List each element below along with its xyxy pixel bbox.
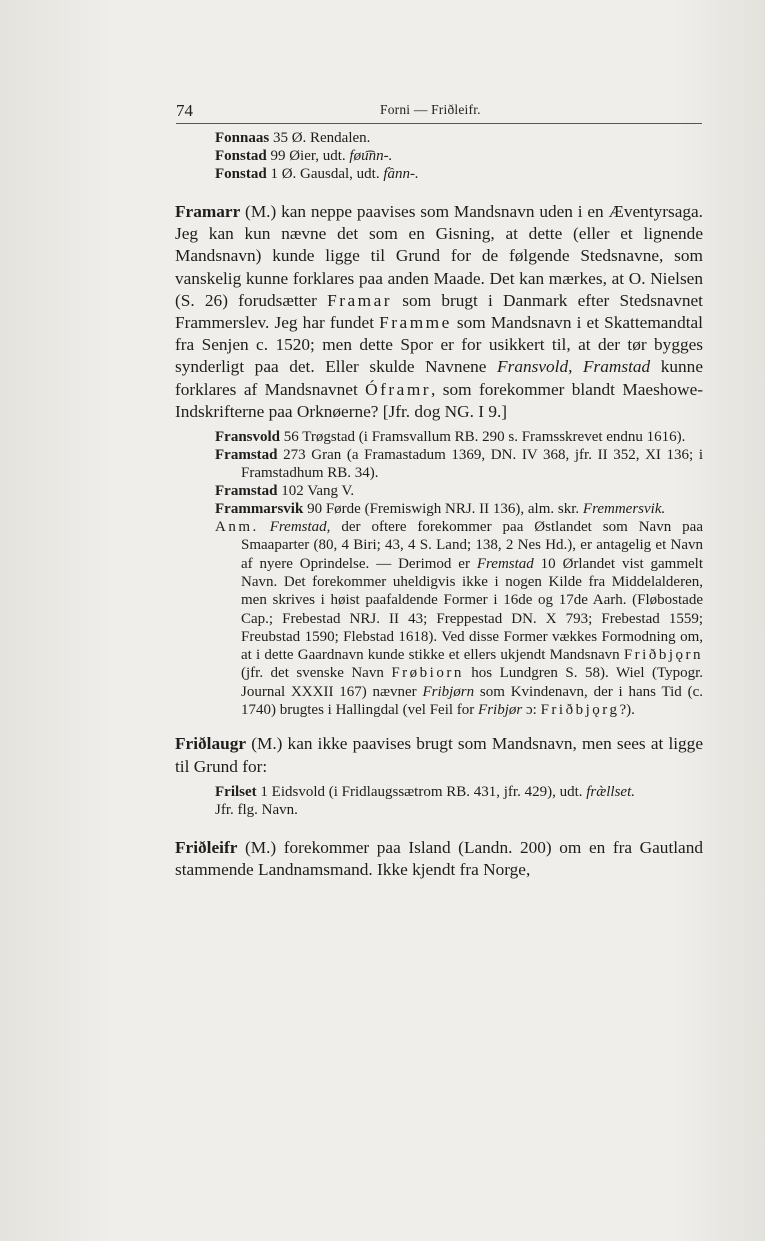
- italic-name: Fribjør: [478, 702, 523, 718]
- annotation-text: ?).: [619, 702, 635, 718]
- entry-text: 1 Ø. Gausdal, udt.: [266, 166, 384, 182]
- entry-head: Fonstad: [215, 166, 267, 182]
- entry-framstad-2: [215, 482, 703, 500]
- entry-text: 35 Ø. Rendalen.: [269, 130, 371, 146]
- entry-head: Fonstad: [215, 148, 267, 164]
- entry-text: 56 Trøgstad (i Framsvallum RB. 290 s. Framsskrevet endnu 1616).: [280, 429, 686, 446]
- italic-name: Fribjørn: [422, 683, 475, 700]
- annotation-label: Anm.: [215, 519, 259, 536]
- entry-framstad-1: [215, 446, 703, 482]
- entry-fonnaas: [215, 129, 703, 147]
- annotation: [215, 518, 703, 719]
- running-title: Forni — Friðleifr.: [380, 102, 481, 117]
- italic-name: Fremstad: [476, 555, 534, 572]
- spaced-name: Óframr: [365, 379, 432, 399]
- entry-head: Framstad: [215, 447, 278, 464]
- annotation-text: hos Lundgren S. 58). Wiel (Typogr. Journal XXXII 167) nævner: [241, 665, 703, 700]
- pronunciation: fầnn-.: [383, 166, 419, 182]
- entry-text: 99 Øier, udt.: [266, 148, 350, 164]
- italic-name: Fremstad,: [269, 519, 331, 536]
- entry-head: Frilset: [215, 783, 257, 800]
- entry-text: kunne forklares af Mandsnavnet: [175, 357, 703, 399]
- spaced-name: Framar: [327, 290, 393, 310]
- entry-fonstad-1: [215, 147, 703, 165]
- entry-head: Friðleifr: [175, 837, 238, 857]
- cross-reference: Jfr. flg. Navn.: [215, 801, 298, 818]
- entry-fridleifr: [175, 837, 703, 881]
- entry-text: (M.) forekommer paa Island (Landn. 200) om en fra Gautland stammende Landnamsmand. Ikke kjendt fra Norge,: [175, 837, 703, 879]
- entry-text: 273 Gran (a Framastadum 1369, DN. IV 368, jfr. II 352, XI 136; i Framstadhum RB. 34).: [241, 447, 703, 482]
- entry-text: 102 Vang V.: [277, 483, 355, 500]
- entry-text: (M.) kan ikke paavises brugt som Mandsnavn, men sees at ligge til Grund for:: [175, 734, 703, 776]
- entry-text: som brugt i Danmark efter Stedsnavnet Frammerslev. Jeg har fundet: [175, 290, 703, 333]
- entry-head: Framstad: [215, 483, 278, 500]
- entry-head: Fonnaas: [215, 130, 270, 146]
- page-number: 74: [176, 101, 193, 120]
- pronunciation: fræ̀llset.: [586, 783, 636, 800]
- entry-fridlaugr: [175, 733, 703, 777]
- pronunciation: føu͡nn-.: [349, 148, 393, 164]
- entry-head: Frammarsvik: [215, 501, 304, 518]
- annotation-text: (jfr. det svenske Navn: [241, 665, 392, 682]
- spaced-name: Frøbiorn: [391, 665, 464, 682]
- annotation-text: der oftere forekommer paa Østlandet som Navn paa Smaaparter (80, 4 Biri; 43, 4 S. Land; 138, 2 Nes Hd.), er antagelig et Navn af nyere Oprindelse. — Derimod er: [241, 519, 703, 572]
- entry-head: Fransvold: [215, 429, 281, 446]
- italic-name: Fremmersvik.: [582, 501, 666, 518]
- annotation-text: 10 Ørlandet vist gammelt Navn. Det forekommer uheldigvis ikke i nogen Kilde fra Middelalderen, men skrives i høist paafaldende Former i 16de og 17de Aarh. (Fløbostade Cap.; Frebestad NRJ. II 43; Freppestad DN. X 793; Frebestad 1559; Freubstad 1590; Flebstad 1618). Ved disse Former vækkes Formodning om, at i dette Gaardnavn kunde stikke et ellers ukjendt Mandsnavn: [241, 555, 703, 664]
- spaced-name: Friðbjǫrn: [623, 647, 703, 664]
- entry-frammarsvik: [215, 500, 703, 518]
- entry-head: Framarr: [175, 202, 241, 221]
- entry-fonstad-2: [215, 165, 703, 183]
- annotation-text: som Kvindenavn, der i hans Tid (c. 1740) brugtes i Hallingdal (vel Feil for: [241, 683, 703, 718]
- entry-framarr: [175, 201, 703, 423]
- spaced-name: Friðbjǫrg: [540, 702, 620, 718]
- entry-text: 1 Eidsvold (i Fridlaugssætrom RB. 431, jfr. 429), udt.: [256, 783, 587, 800]
- italic-names: Fransvold, Framstad: [497, 357, 651, 377]
- entry-text: som Mandsnavn i et Skattemandtal fra Senjen c. 1520; men dette Spor er for usikkert til, at der tør bygges synderligt paa det. Eller skulde Navnene: [175, 313, 703, 377]
- entry-text: (M.) kan neppe paavises som Mandsnavn uden i en Æventyrsaga. Jeg kan kun nævne det som en Gisning, at dette (eller et lignende Mandsnavn) kunde ligge til Grund for de følgende Stedsnavne, som vanskelig kunne forklares paa anden Maade. Det kan mærkes, at O. Nielsen (S. 26) forudsætter: [175, 202, 703, 310]
- annotation-text: ɔ:: [522, 702, 541, 718]
- entry-frilset: [215, 783, 703, 801]
- page-header: [176, 101, 702, 124]
- entry-text: 90 Førde (Fremiswigh NRJ. II 136), alm. skr.: [303, 501, 583, 518]
- spaced-name: Framme: [379, 313, 452, 333]
- entry-text: , som forekommer blandt Maeshowe-Indskrifterne paa Orknøerne? [Jfr. dog NG. I 9.]: [175, 379, 704, 421]
- entry-head: Friðlaugr: [175, 734, 247, 754]
- entry-fransvold: [215, 428, 703, 446]
- page-body: [175, 129, 704, 881]
